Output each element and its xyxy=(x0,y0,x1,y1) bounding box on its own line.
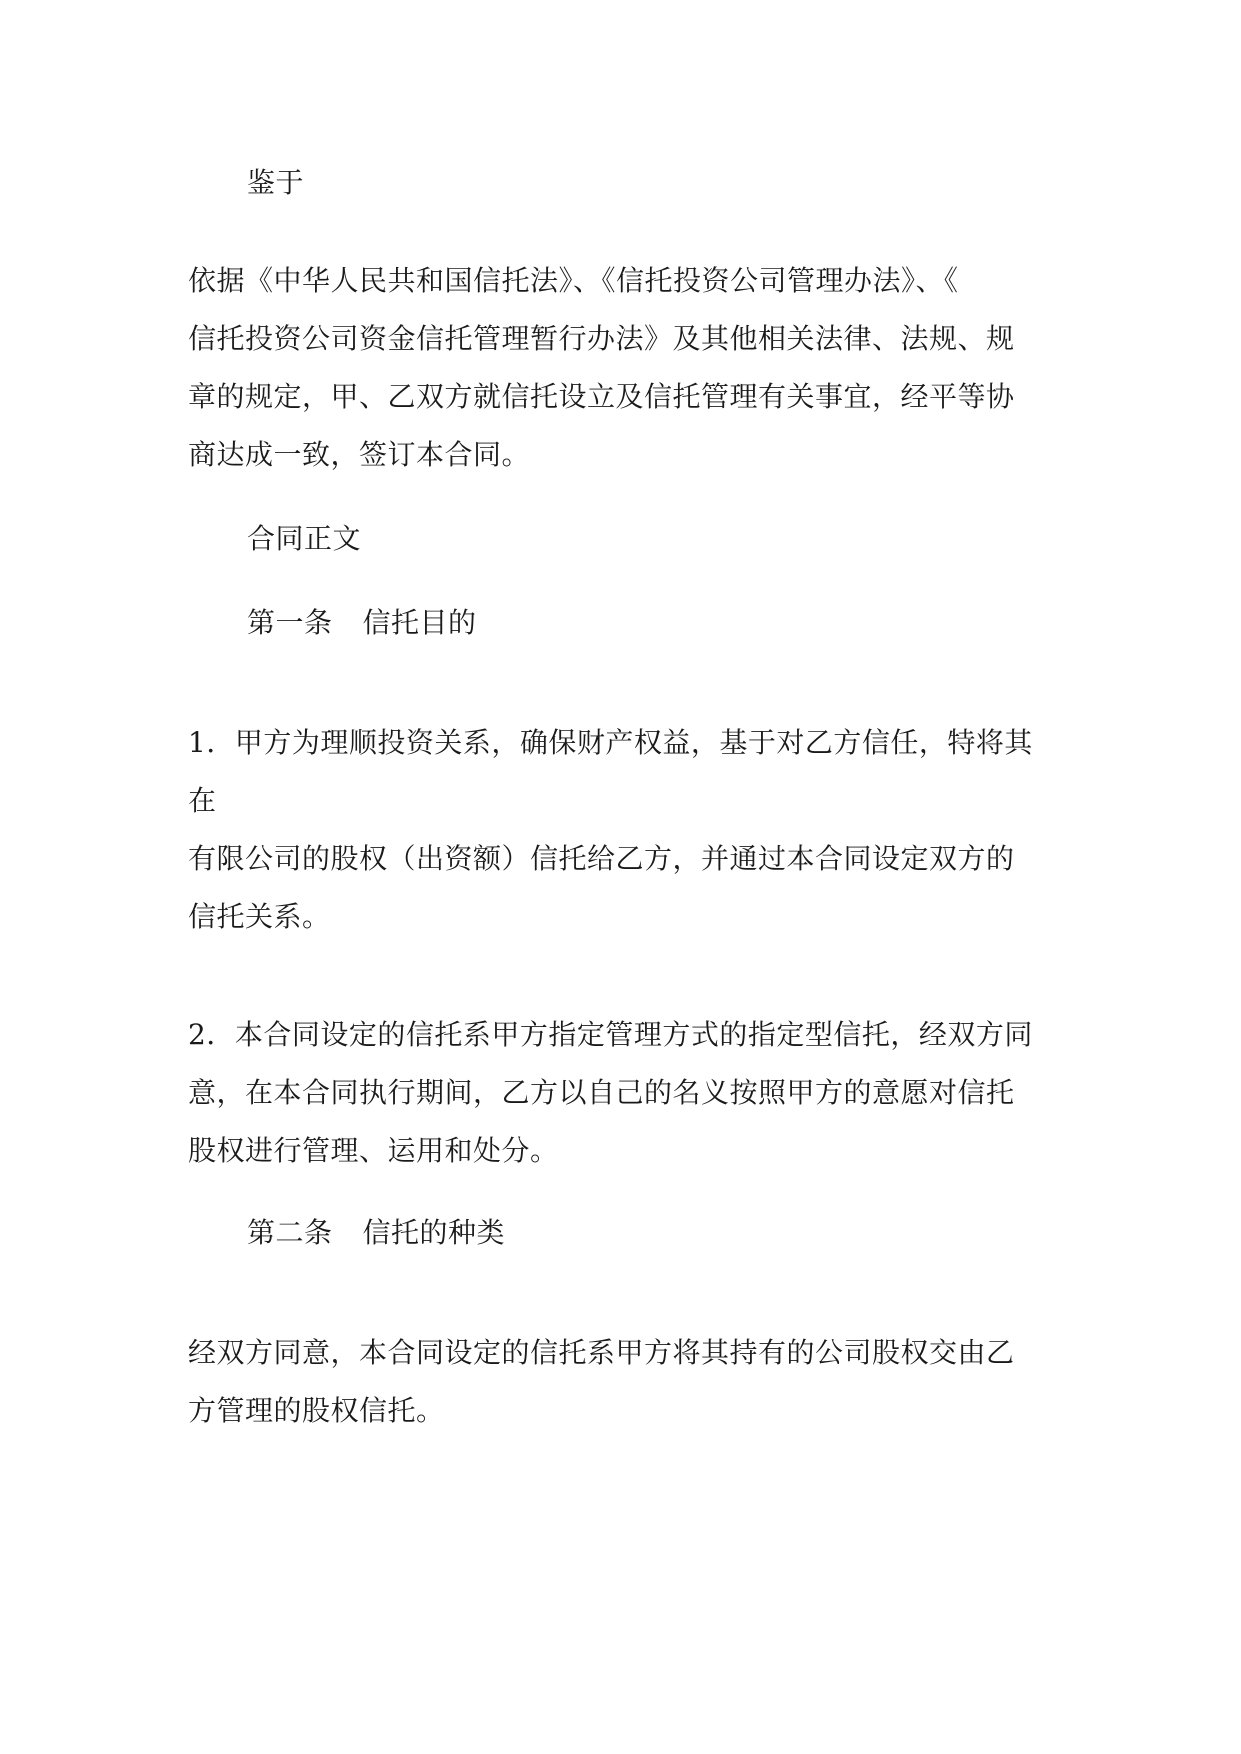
item-1-line-1: 1．甲方为理顺投资关系，确保财产权益，基于对乙方信任，特将其 xyxy=(188,726,1033,759)
article-2-heading xyxy=(247,1216,505,1250)
item-2-line-1: 2．本合同设定的信托系甲方指定管理方式的指定型信托，经双方同 xyxy=(188,1018,1033,1051)
item-1-line-4: 信托关系。 xyxy=(188,900,331,933)
article-1-title: 信托目的 xyxy=(362,606,477,639)
preamble-line-1: 依据《中华人民共和国信托法》、《信托投资公司管理办法》、《 xyxy=(188,264,959,297)
preamble-line-4: 商达成一致，签订本合同。 xyxy=(188,438,531,471)
item-1-line-3: 有限公司的股权（出资额）信托给乙方，并通过本合同设定双方的 xyxy=(188,842,1015,875)
item-1-line-2: 在 xyxy=(188,784,217,817)
trust-type-line-2: 方管理的股权信托。 xyxy=(188,1394,445,1427)
item-2-line-2: 意，在本合同执行期间，乙方以自己的名义按照甲方的意愿对信托 xyxy=(188,1076,1015,1109)
article-1-heading xyxy=(247,606,477,640)
item-2-line-3: 股权进行管理、运用和处分。 xyxy=(188,1134,559,1167)
article-2-number: 第二条 xyxy=(247,1216,333,1249)
preamble-line-2: 信托投资公司资金信托管理暂行办法》及其他相关法律、法规、规 xyxy=(188,322,1015,355)
section-heading-contract-body: 合同正文 xyxy=(247,522,362,555)
section-heading-whereas: 鉴于 xyxy=(247,166,305,199)
article-1-number: 第一条 xyxy=(247,606,333,639)
article-2-title: 信托的种类 xyxy=(362,1216,506,1249)
trust-type-line-1: 经双方同意，本合同设定的信托系甲方将其持有的公司股权交由乙 xyxy=(188,1336,1015,1369)
preamble-line-3: 章的规定，甲、乙双方就信托设立及信托管理有关事宜，经平等协 xyxy=(188,380,1015,413)
